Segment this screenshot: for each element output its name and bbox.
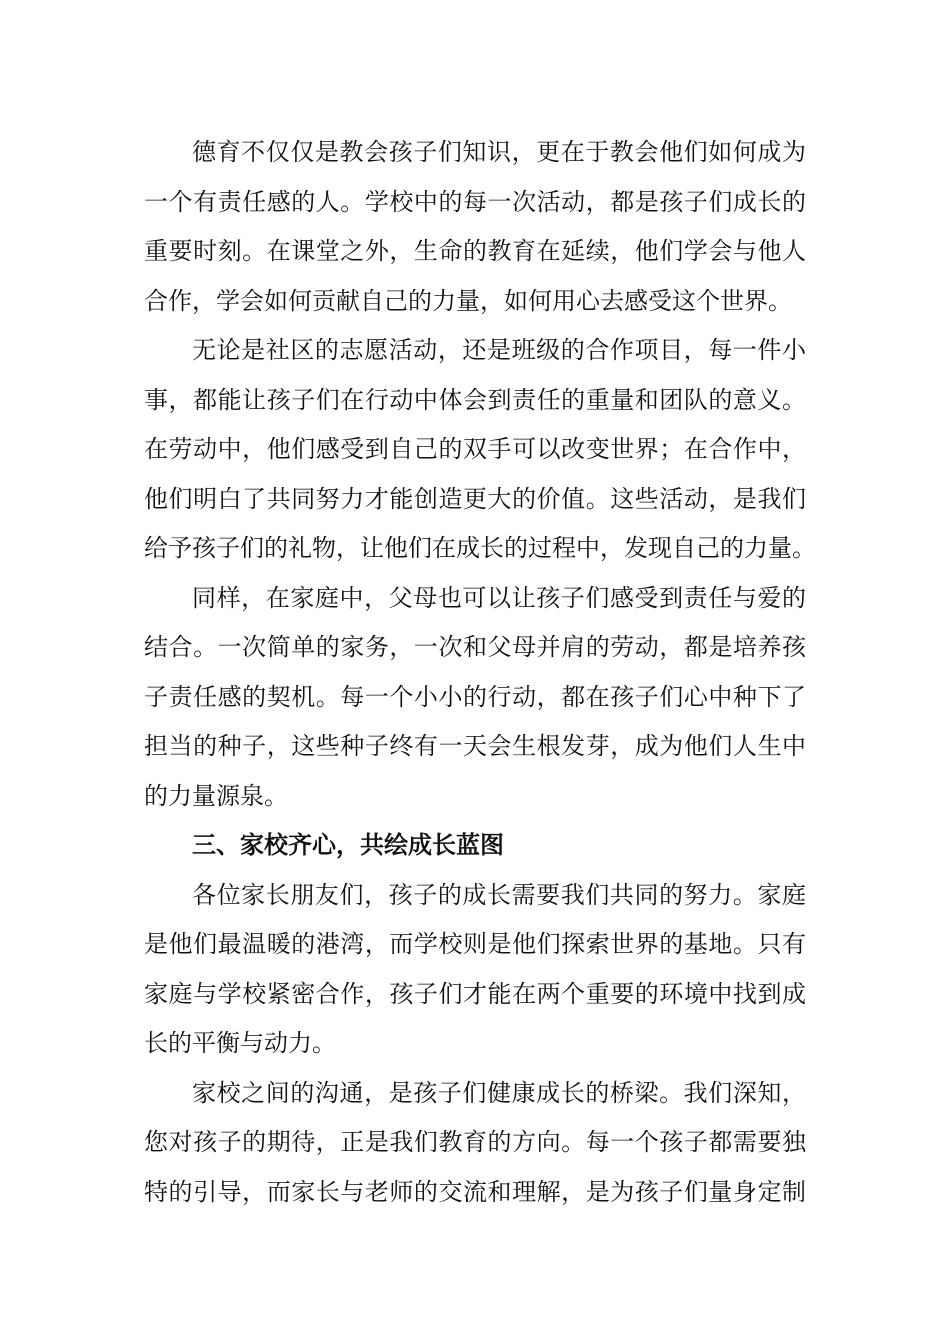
text-line: 合作，学会如何贡献自己的力量，如何用心去感受这个世界。 <box>144 286 792 315</box>
text-line: 长的平衡与动力。 <box>144 1029 336 1057</box>
text-line: 各位家长朋友们，孩子的成长需要我们共同的努力。家庭 <box>192 880 806 909</box>
text-line: 给予孩子们的礼物，让他们在成长的过程中，发现自己的力量。 <box>144 534 816 562</box>
text-line: 重要时刻。在课堂之外，生命的教育在延续，他们学会与他人 <box>144 237 806 265</box>
section-heading: 三、家校齐心，共绘成长蓝图 <box>192 831 504 859</box>
text-line: 的力量源泉。 <box>144 781 288 810</box>
text-line: 他们明白了共同努力才能创造更大的价值。这些活动，是我们 <box>144 484 806 513</box>
document-body <box>144 128 816 1217</box>
paragraph <box>144 871 806 1069</box>
paragraph <box>144 326 816 574</box>
text-line: 是他们最温暖的港湾，而学校则是他们探索世界的基地。只有 <box>144 930 806 958</box>
text-line: 一个有责任感的人。学校中的每一次活动，都是孩子们成长的 <box>144 187 806 216</box>
paragraph <box>144 1069 806 1218</box>
text-line: 家校之间的沟通，是孩子们健康成长的桥梁。我们深知， <box>192 1078 806 1107</box>
paragraph <box>144 128 806 326</box>
text-line: 担当的种子，这些种子终有一天会生根发芽，成为他们人生中 <box>144 732 806 760</box>
text-line: 结合。一次简单的家务，一次和父母并肩的劳动，都是培养孩 <box>144 633 806 661</box>
text-line: 子责任感的契机。每一个小小的行动，都在孩子们心中种下了 <box>144 682 806 711</box>
text-line: 无论是社区的志愿活动，还是班级的合作项目，每一件小 <box>192 336 806 364</box>
text-line: 在劳动中，他们感受到自己的双手可以改变世界；在合作中， <box>144 435 806 463</box>
paragraph <box>144 574 806 822</box>
text-line: 家庭与学校紧密合作，孩子们才能在两个重要的环境中找到成 <box>144 979 806 1008</box>
text-line: 德育不仅仅是教会孩子们知识，更在于教会他们如何成为 <box>192 138 806 166</box>
text-line: 同样，在家庭中，父母也可以让孩子们感受到责任与爱的 <box>192 583 806 612</box>
text-line: 您对孩子的期待，正是我们教育的方向。每一个孩子都需要独 <box>144 1128 806 1156</box>
text-line: 事，都能让孩子们在行动中体会到责任的重量和团队的意义。 <box>144 385 806 414</box>
text-line: 特的引导，而家长与老师的交流和理解，是为孩子们量身定制 <box>144 1177 806 1206</box>
